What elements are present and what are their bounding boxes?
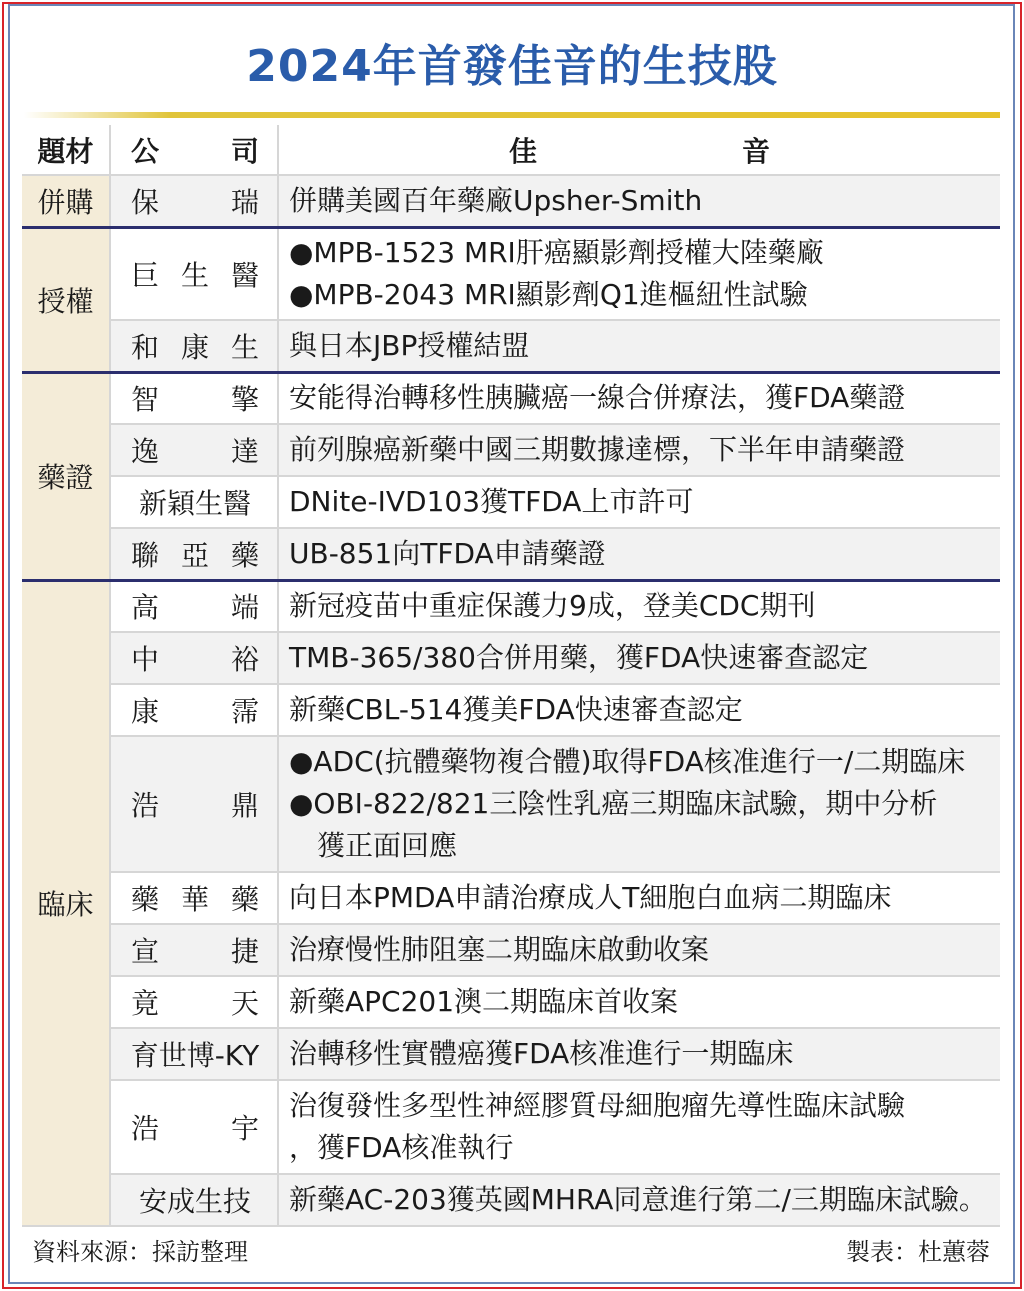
company-name: 高端	[131, 591, 259, 625]
news-line: 新藥CBL-514獲美FDA快速審查認定	[289, 693, 743, 726]
news-line: 新藥AC-203獲英國MHRA同意進行第二/三期臨床試驗。	[289, 1183, 987, 1216]
company-name: 聯亞藥	[131, 538, 259, 572]
company-cell	[110, 1080, 278, 1174]
news-cell	[278, 924, 1000, 976]
category-cell: 併購	[22, 175, 110, 227]
table-row	[22, 1174, 1000, 1226]
news-line: 治轉移性實體癌獲FDA核准進行一期臨床	[289, 1037, 794, 1070]
source-note: 資料來源：採訪整理	[32, 1238, 248, 1266]
company-name: 宣捷	[131, 935, 259, 968]
news-line: 向日本PMDA申請治療成人T細胞白血病二期臨床	[289, 881, 892, 914]
news-line: ●OBI-822/821三陰性乳癌三期臨床試驗，期中分析	[289, 787, 938, 820]
company-name: 浩鼎	[131, 789, 259, 822]
company-name: 巨生醫	[131, 258, 259, 292]
table-row	[22, 736, 1000, 872]
table-row	[22, 1080, 1000, 1174]
news-cell	[278, 1080, 1000, 1174]
company-cell	[110, 736, 278, 872]
news-line: 治療慢性肺阻塞二期臨床啟動收案	[289, 933, 710, 966]
company-cell	[110, 372, 278, 424]
news-cell	[278, 1174, 1000, 1226]
company-cell	[110, 1174, 278, 1226]
news-cell	[278, 372, 1000, 424]
news-line: ●MPB-2043 MRI顯影劑Q1進樞紐性試驗	[289, 277, 808, 311]
category-cell: 臨床	[22, 580, 110, 1226]
news-line: 併購美國百年藥廠Upsher-Smith	[289, 183, 703, 217]
company-cell	[110, 872, 278, 924]
company-cell	[110, 320, 278, 372]
company-cell	[110, 632, 278, 684]
news-line: DNite-IVD103獲TFDA上市許可	[289, 485, 694, 518]
header-category: 題材	[22, 125, 110, 175]
news-cell	[278, 632, 1000, 684]
page-title: 2024年首發佳音的生技股	[246, 41, 778, 92]
table-row	[22, 528, 1000, 580]
table-header	[22, 125, 1000, 175]
biotech-news-table	[22, 125, 1000, 1227]
table-row	[22, 424, 1000, 476]
table-row	[22, 320, 1000, 372]
company-name: 逸達	[131, 435, 259, 468]
company-cell	[110, 528, 278, 580]
news-line: 治復發性多型性神經膠質母細胞瘤先導性臨床試驗	[289, 1089, 906, 1122]
table-row	[22, 372, 1000, 424]
table-row	[22, 227, 1000, 320]
news-line: 新藥APC201澳二期臨床首收案	[289, 985, 679, 1018]
header-news-text: 佳音	[509, 134, 770, 168]
table-row	[22, 976, 1000, 1028]
company-cell	[110, 476, 278, 528]
news-cell	[278, 872, 1000, 924]
news-line: 安能得治轉移性胰臟癌一線合併療法，獲FDA藥證	[289, 381, 906, 415]
company-name: 新穎生醫	[138, 487, 251, 520]
news-line: ●ADC(抗體藥物複合體)取得FDA核准進行一/二期臨床	[289, 745, 966, 778]
company-name: 浩宇	[131, 1112, 259, 1145]
news-cell	[278, 528, 1000, 580]
company-name: 竟天	[131, 987, 259, 1020]
news-line: 新冠疫苗中重症保護力9成，登美CDC期刊	[289, 589, 816, 623]
table-row	[22, 684, 1000, 736]
header-company-text: 公司	[131, 134, 259, 168]
company-name: 安成生技	[138, 1185, 251, 1218]
company-name: 保瑞	[131, 185, 259, 219]
news-cell	[278, 476, 1000, 528]
company-cell	[110, 924, 278, 976]
table-row	[22, 580, 1000, 632]
company-cell	[110, 976, 278, 1028]
news-line: ，獲FDA核准執行	[289, 1131, 514, 1164]
company-name: 藥華藥	[131, 883, 259, 916]
table-row	[22, 1028, 1000, 1080]
company-cell	[110, 227, 278, 320]
company-name: 康霈	[131, 695, 259, 728]
news-cell	[278, 320, 1000, 372]
category-cell: 藥證	[22, 372, 110, 580]
table-row	[22, 632, 1000, 684]
news-line: ●MPB-1523 MRI肝癌顯影劑授權大陸藥廠	[289, 235, 824, 269]
news-line: 獲正面回應	[289, 829, 458, 862]
maker-note: 製表：杜蕙蓉	[846, 1238, 990, 1266]
table-row	[22, 476, 1000, 528]
news-cell	[278, 1028, 1000, 1080]
company-name: 育世博-KY	[130, 1039, 260, 1072]
company-name: 智擎	[131, 383, 259, 417]
company-cell	[110, 1028, 278, 1080]
news-cell	[278, 736, 1000, 872]
table-row	[22, 924, 1000, 976]
news-line: 與日本JBP授權結盟	[289, 328, 530, 362]
company-cell	[110, 580, 278, 632]
news-cell	[278, 684, 1000, 736]
company-cell	[110, 175, 278, 227]
news-cell	[278, 976, 1000, 1028]
title-underline	[24, 112, 1000, 118]
company-name: 和康生	[131, 330, 259, 364]
news-line: 前列腺癌新藥中國三期數據達標，下半年申請藥證	[289, 433, 906, 466]
table-row	[22, 175, 1000, 227]
company-cell	[110, 424, 278, 476]
company-name: 中裕	[131, 643, 259, 676]
news-cell	[278, 580, 1000, 632]
news-cell	[278, 424, 1000, 476]
news-line: TMB-365/380合併用藥，獲FDA快速審查認定	[289, 641, 869, 674]
news-line: UB-851向TFDA申請藥證	[289, 536, 606, 570]
header-company	[110, 125, 278, 175]
table-row	[22, 872, 1000, 924]
news-cell	[278, 227, 1000, 320]
company-cell	[110, 684, 278, 736]
category-cell: 授權	[22, 227, 110, 372]
header-news	[278, 125, 1000, 175]
news-cell	[278, 175, 1000, 227]
